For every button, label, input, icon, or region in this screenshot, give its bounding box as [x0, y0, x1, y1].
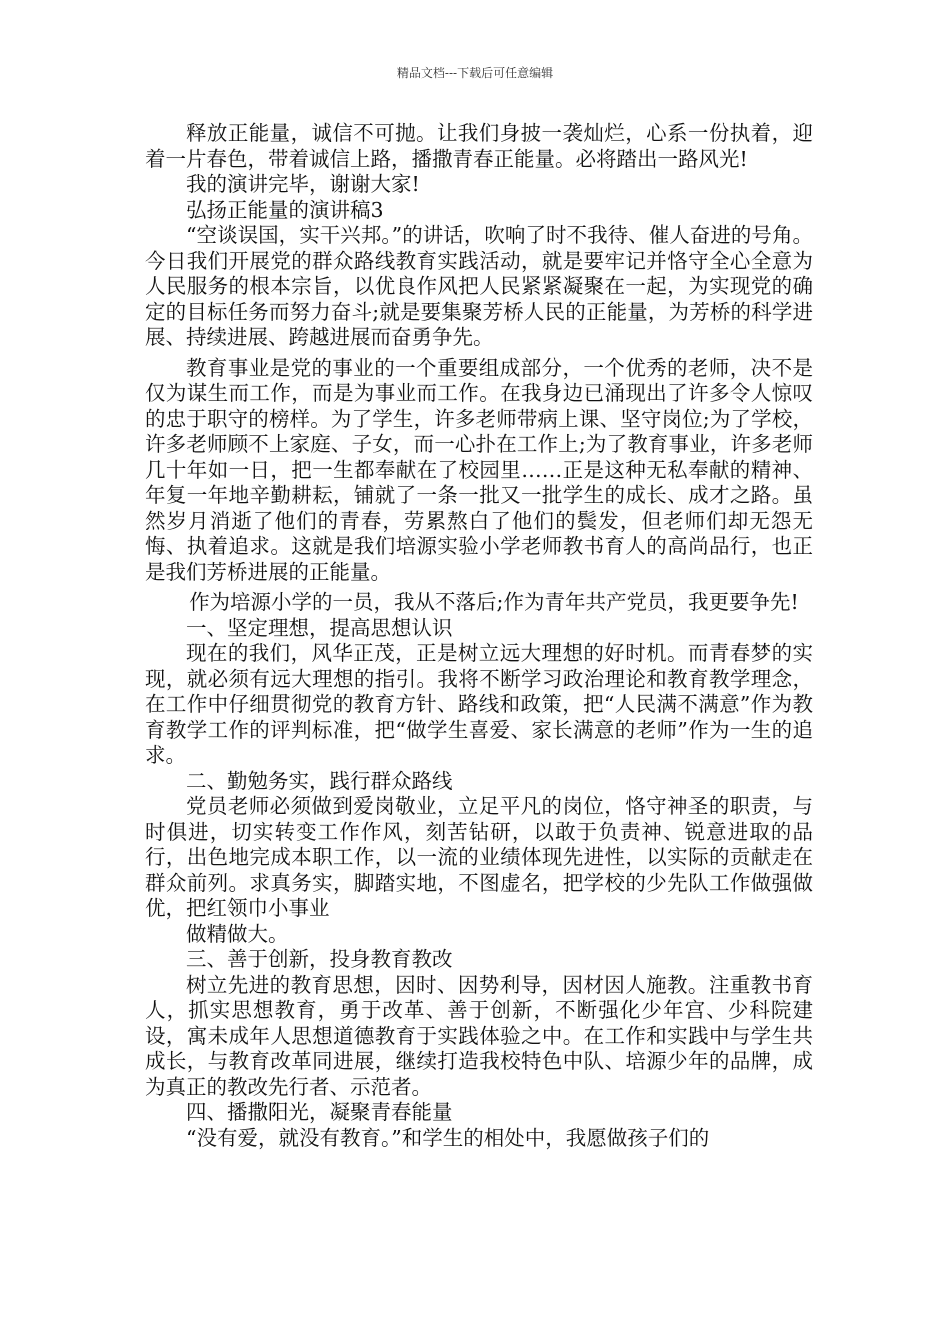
paragraph: 释放正能量，诚信不可抛。让我们身披一袭灿烂，心系一份执着，迎着一片春色，带着诚信上路，播撒青春正能量。必将踏出一路风光!: [145, 121, 813, 171]
subheading: 四、播撒阳光，凝聚青春能量: [186, 1100, 453, 1124]
paragraph: 教育事业是党的事业的一个重要组成部分，一个优秀的老师，决不是仅为谋生而工作，而是为事业而工作。在我身边已涌现出了许多令人惊叹的忠于职守的榜样。为了学生，许多老师带病上课、坚守岗位;为了学校，许多老师顾不上家庭、子女，而一心扑在工作上;为了教育事业，许多老师几十年如一日，把一生都奉献在了校园里……正是这种无私奉献的精神、年复一年地辛勤耕耘，铺就了一条一批又一批学生的成长、成才之路。虽然岁月消逝了他们的青春，劳累熬白了他们的鬓发，但老师们却无怨无悔、执着追求。这就是我们培源实验小学老师教书育人的高尚品行，也正是我们芳桥进展的正能量。: [145, 355, 813, 584]
paragraph: 我的演讲完毕，谢谢大家!: [186, 172, 420, 196]
paragraph: “空谈误国，实干兴邦。”的讲话，吹响了时不我待、催人奋进的号角。今日我们开展党的群众路线教育实践活动，就是要牢记并恪守全心全意为人民服务的根本宗旨，以优良作风把人民紧紧凝聚在一起，为实现党的确定的目标任务而努力奋斗;就是要集聚芳桥人民的正能量，为芳桥的科学进展、持续进展、跨越进展而奋勇争先。: [145, 223, 813, 349]
paragraph: 树立先进的教育思想，因时、因势利导，因材因人施教。注重教书育人，抓实思想教育，勇于改革、善于创新，不断强化少年宫、少科院建设，寓未成年人思想道德教育于实践体验之中。在工作和实践中与学生共成长，与教育改革同进展，继续打造我校特色中队、培源少年的品牌，成为真正的教改先行者、示范者。: [145, 972, 813, 1099]
page-header: 精品文档---下载后可任意编辑: [396, 66, 554, 80]
paragraph: 党员老师必须做到爱岗敬业，立足平凡的岗位，恪守神圣的职责，与时俱进，切实转变工作作风，刻苦钻研，以敢于负责神、锐意进取的品行，出色地完成本职工作，以一流的业绩体现先进性，以实际的贡献走在群众前列。求真务实，脚踏实地，不图虚名，把学校的少先队工作做强做优，把红领巾小事业: [145, 794, 813, 920]
paragraph: 作为培源小学的一员，我从不落后;作为青年共产党员，我更要争先!: [189, 590, 799, 614]
paragraph: 现在的我们，风华正茂，正是树立远大理想的好时机。而青春梦的实现，就必须有远大理想的指引。我将不断学习政治理论和教育教学理念，在工作中仔细贯彻党的教育方针、路线和政策，把“人民满不满意”作为教育教学工作的评判标准，把“做学生喜爱、家长满意的老师”作为一生的追求。: [145, 641, 813, 767]
section-title: 弘扬正能量的演讲稿3: [186, 197, 384, 222]
document-body: [145, 121, 813, 1151]
subheading: 二、勤勉务实，践行群众路线: [186, 768, 453, 793]
paragraph: 做精做大。: [186, 921, 289, 946]
paragraph: “没有爱，就没有教育。”和学生的相处中，我愿做孩子们的: [186, 1125, 710, 1150]
subheading: 三、善于创新，投身教育教改: [186, 947, 453, 971]
subheading: 一、坚定理想，提高思想认识: [186, 615, 453, 640]
